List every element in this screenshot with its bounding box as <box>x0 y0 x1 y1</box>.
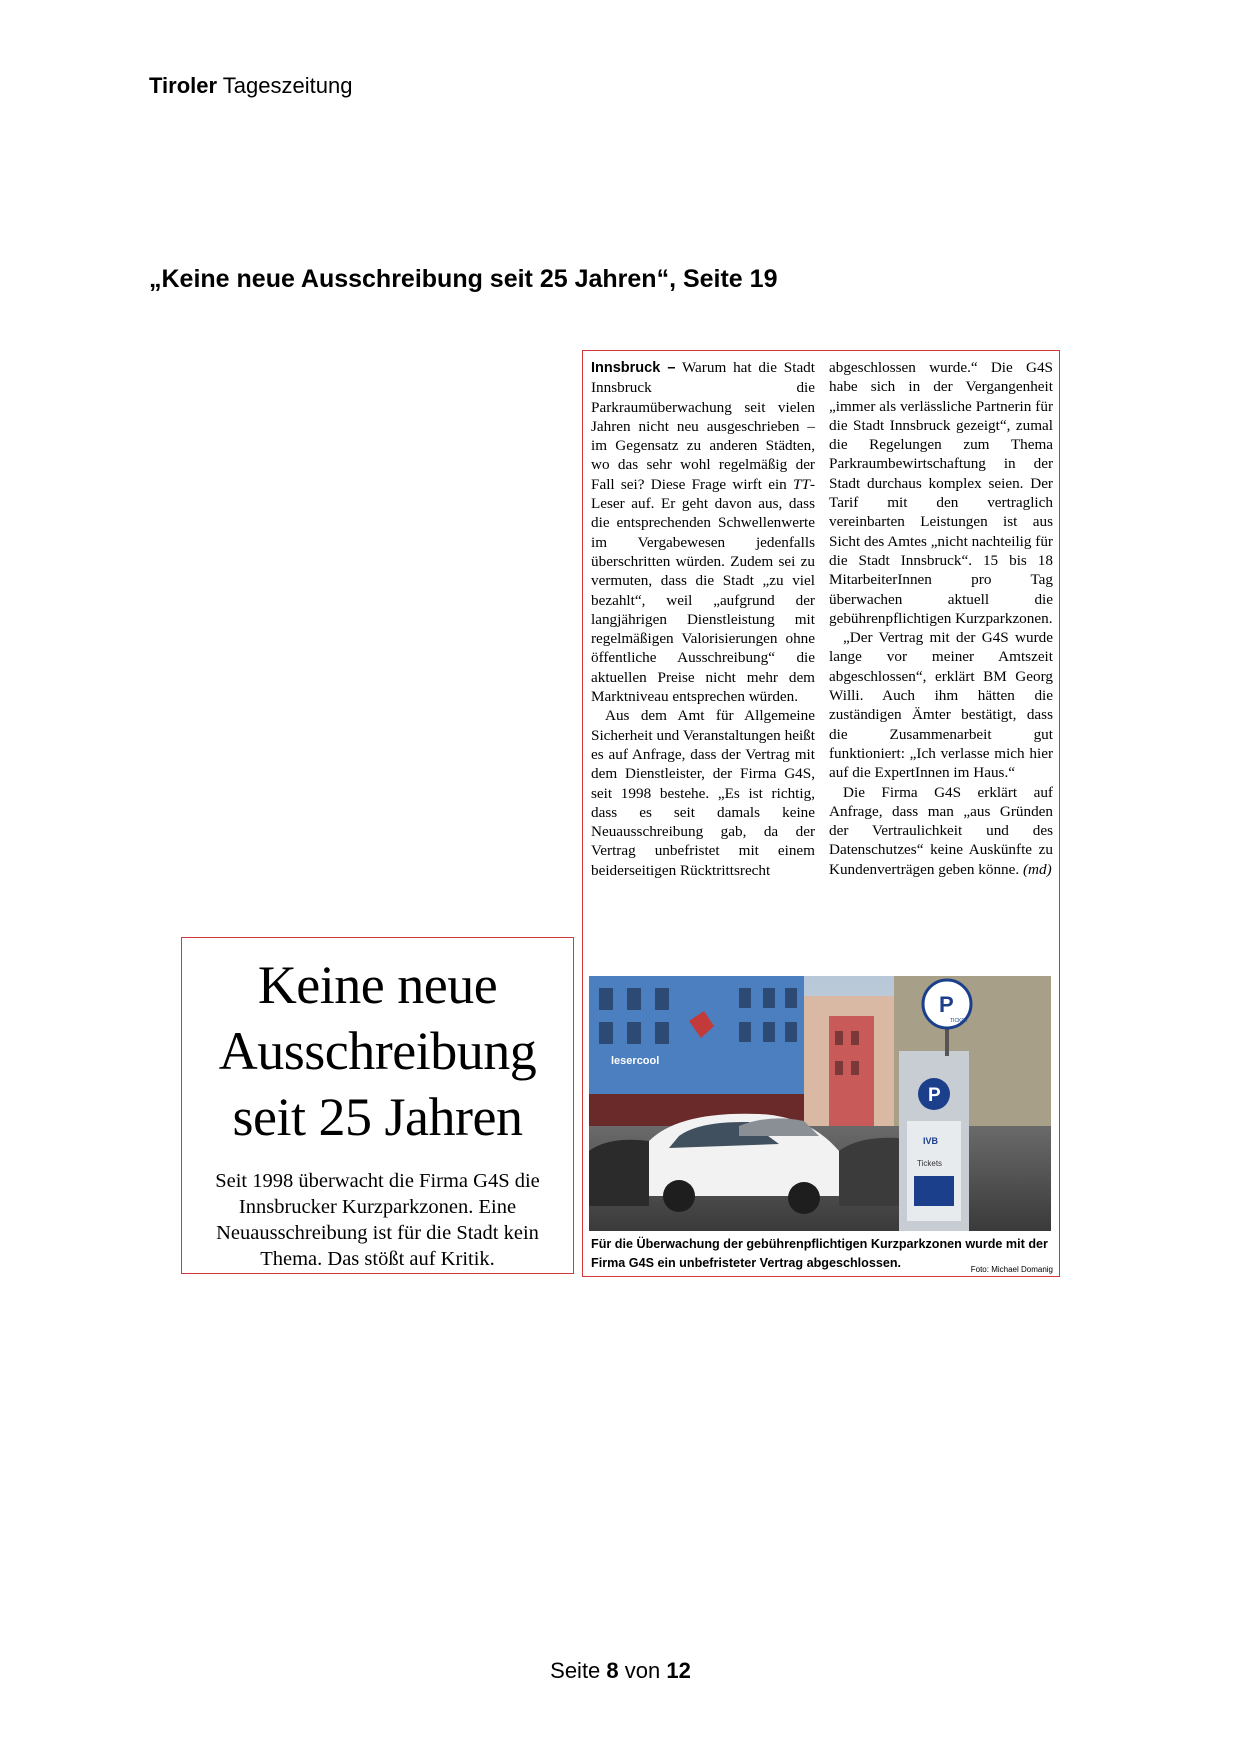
ivb-label: IVB <box>923 1136 939 1146</box>
photo-caption <box>591 1235 1053 1279</box>
page-footer <box>0 1658 1241 1684</box>
article-paragraph-4: „Der Vertrag mit der G4S wurde lange vor meiner Amtszeit abgeschlossen“, erklärt BM Georg Willi. Auch ihm hätten die zuständigen Ämter bestätigt, dass die Zusammenarbeit gut funktioniert: „Ich verlasse mich hier auf die ExpertInnen im Haus.“ <box>829 629 1053 782</box>
paragraph-1-text: Warum hat die Stadt Innsbruck die Parkraumüberwachung seit vielen Jahren nicht neu ausgeschrieben – im Gegensatz zu anderen Städten, wo das sehr wohl regelmäßig der Fall sei? Diese Frage wirft ein <box>591 359 815 493</box>
shop-sign: lesercool <box>611 1055 660 1067</box>
paragraph-1-em: TT <box>793 475 810 493</box>
paragraph-1-rest: -Leser auf. Er geht davon aus, dass die entsprechenden Schwellenwerte im Vergabewesen jedenfalls überschritten würden. Zudem sei zu vermuten, dass die Stadt „zu viel bezahlt“, weil „aufgrund der langjährigen Dienstleistung mit regelmäßigen Valorisierungen ohne öffentliche Ausschreibung“ die aktuellen Preise nicht mehr dem Marktniveau entsprechen würden. <box>591 475 815 706</box>
headline-line-3: seit 25 Jahren <box>232 1087 523 1147</box>
article-paragraph-1 <box>591 358 815 706</box>
ticket-label: TICKET <box>950 1018 968 1024</box>
article-column-right <box>829 358 1053 958</box>
caption-text: Für die Überwachung der gebührenpflichtigen Kurzparkzonen wurde mit der Firma G4S ein unbefristeter Vertrag abgeschlossen. <box>591 1237 1048 1270</box>
headline-line-2: Ausschreibung <box>218 1021 537 1081</box>
article-lead: Seit 1998 überwacht die Firma G4S die Innsbrucker Kurzparkzonen. Eine Neuausschreibung ist für die Stadt kein Thema. Das stößt auf Kritik. <box>215 1170 540 1270</box>
document-title: „Keine neue Ausschreibung seit 25 Jahren“, Seite 19 <box>149 265 778 293</box>
footer-prefix: Seite <box>550 1658 607 1683</box>
headline-line-1: Keine neue <box>257 955 498 1015</box>
publication-name <box>149 73 352 99</box>
article-column-left <box>591 358 815 958</box>
street-parking-photo <box>589 976 1051 1231</box>
headline-box <box>181 937 574 1274</box>
article-photo <box>589 976 1051 1231</box>
article-paragraph-3: abgeschlossen wurde.“ Die G4S habe sich in der Vergangenheit „immer als verlässliche Partnerin für die Stadt Innsbruck gezeigt“, zumal die Regelungen zum Thema Parkraumbewirtschaftung in der Stadt durchaus komplex seien. Der Tarif mit den vertraglich vereinbarten Leistungen ist aus Sicht des Amtes „nicht nachteilig für die Stadt Innsbruck“. 15 bis 18 MitarbeiterInnen pro Tag überwachen aktuell die gebührenpflichtigen Kurzparkzonen. <box>829 359 1053 627</box>
article-box <box>582 350 1060 1277</box>
footer-page-number: 8 <box>606 1658 619 1683</box>
footer-middle: von <box>618 1658 667 1683</box>
publication-name-bold: Tiroler <box>149 73 218 98</box>
dateline: Innsbruck – <box>591 360 676 376</box>
meter-p-icon: P <box>928 1085 941 1106</box>
article-paragraph-5 <box>829 783 1053 879</box>
photo-credit: Foto: Michael Domanig <box>970 1265 1053 1274</box>
author-signature: (md) <box>1023 860 1052 878</box>
article-headline <box>182 952 573 1150</box>
paragraph-5-text: Die Firma G4S erklärt auf Anfrage, dass man „aus Gründen der Vertraulichkeit und des Datenschutzes“ keine Auskünfte zu Kundenverträgen geben könne. <box>829 783 1053 878</box>
footer-page-total: 12 <box>666 1658 691 1683</box>
tickets-label: Tickets <box>917 1159 943 1168</box>
article-paragraph-2: Aus dem Amt für Allgemeine Sicherheit und Veranstaltungen heißt es auf Anfrage, dass der Vertrag mit dem Dienstleister, der Firma G4S, seit 1998 bestehe. „Es ist richtig, dass es seit damals keine Neuausschreibung gab, da der Vertrag unbefristet mit einem beiderseitigen Rücktrittsrecht <box>591 707 815 879</box>
article-columns <box>591 358 1053 958</box>
parking-sign-p-icon: P <box>939 992 954 1017</box>
publication-name-rest: Tageszeitung <box>217 73 353 98</box>
